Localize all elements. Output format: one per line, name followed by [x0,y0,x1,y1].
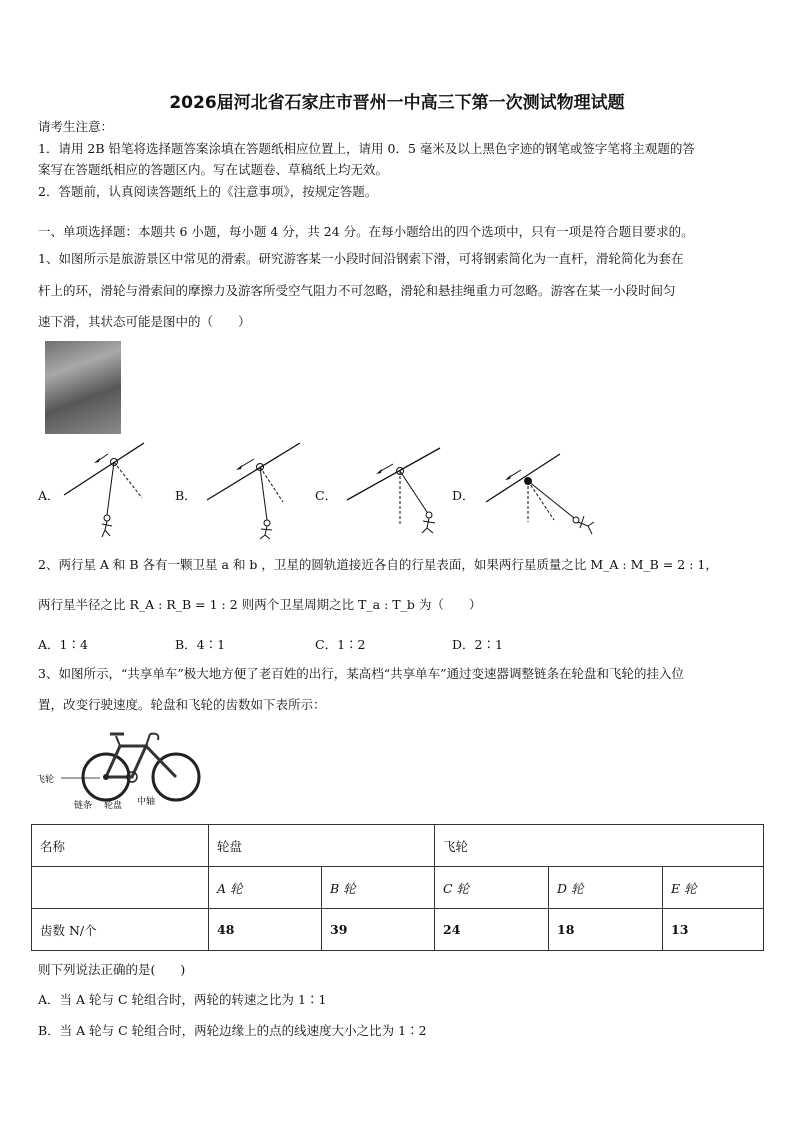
table-cell: B 轮 [322,867,435,909]
bicycle-figure [36,722,206,814]
table-row [32,867,764,909]
table-cell: 名称 [32,825,209,867]
q2-option-b: B．4∶1 [175,637,226,652]
table-cell: 18 [549,909,663,951]
q1-option-c-label: C． [315,488,338,503]
bike-label-chain: 链条 [74,801,93,811]
q1-diagram-d [484,440,604,540]
gear-teeth-table [31,824,764,951]
bike-label-axle: 中轴 [137,797,156,807]
table-cell: D 轮 [549,867,663,909]
notice-heading: 请考生注意： [38,119,114,134]
table-cell: A 轮 [209,867,322,909]
q1-option-b-label: B． [175,488,197,503]
q1-line3: 速下滑，其状态可能是图中的（ ） [38,314,251,329]
notice-item1-line1: 1．请用 2B 铅笔将选择题答案涂填在答题纸相应位置上，请用 0．5 毫米及以上黑色字迹的钢笔或签字笔将主观题的答 [38,141,695,156]
table-cell: 轮盘 [209,825,435,867]
bike-label-chainring: 轮盘 [104,801,123,811]
table-cell: 48 [209,909,322,951]
q1-diagram-b [205,440,305,540]
q2-line2: 两行星半径之比 R_A : R_B = 1 : 2 则两个卫星周期之比 T_a : T_b 为（ ） [38,597,482,612]
q2-option-d: D．2∶1 [452,637,503,652]
table-cell: 飞轮 [435,825,764,867]
table-cell: 齿数 N/个 [32,909,209,951]
q2-option-a: A．1∶4 [38,637,88,652]
q1-diagram-a [62,440,152,540]
table-cell: 13 [663,909,764,951]
q2-line1: 2、两行星 A 和 B 各有一颗卫星 a 和 b ，卫星的圆轨道接近各自的行星表面，如果两行星质量之比 M_A : M_B = 2 : 1， [38,557,718,572]
q2-option-c: C．1∶2 [315,637,366,652]
table-cell: C 轮 [435,867,549,909]
q1-diagram-c [345,440,445,540]
bike-label-flywheel: 飞轮 [36,775,55,785]
notice-item1-line2: 案写在答题纸相应的答题区内。写在试题卷、草稿纸上均无效。 [38,162,389,177]
q1-option-a-label: A． [38,488,60,503]
page-title: 2026届河北省石家庄市晋州一中高三下第一次测试物理试题 [169,93,625,113]
q1-line2: 杆上的环，滑轮与滑索间的摩擦力及游客所受空气阻力不可忽略，滑轮和悬挂绳重力可忽略。游客在某一小段时间匀 [38,283,676,298]
q3-prompt: 则下列说法正确的是( ) [38,962,186,977]
q1-option-d-label: D． [452,488,475,503]
q3-option-b: B．当 A 轮与 C 轮组合时，两轮边缘上的点的线速度大小之比为 1∶2 [38,1023,427,1038]
table-cell [32,867,209,909]
table-cell: 24 [435,909,549,951]
zipline-photo [45,341,121,434]
q3-line1: 3、如图所示，“共享单车”极大地方便了老百姓的出行，某高档“共享单车”通过变速器调整链条在轮盘和飞轮的挂入位 [38,666,685,681]
notice-item2: 2．答题前，认真阅读答题纸上的《注意事项》，按规定答题。 [38,184,378,199]
section-heading: 一、单项选择题：本题共 6 小题，每小题 4 分，共 24 分。在每小题给出的四个选项中，只有一项是符合题目要求的。 [38,224,694,239]
table-cell: 39 [322,909,435,951]
table-row [32,909,764,951]
q3-line2: 置，改变行驶速度。轮盘和飞轮的齿数如下表所示： [38,697,326,712]
q3-option-a: A．当 A 轮与 C 轮组合时，两轮的转速之比为 1∶1 [38,992,327,1007]
table-row [32,825,764,867]
table-cell: E 轮 [663,867,764,909]
q1-line1: 1、如图所示是旅游景区中常见的滑索。研究游客某一小段时间沿钢索下滑，可将钢索简化为一直杆，滑轮简化为套在 [38,251,684,266]
